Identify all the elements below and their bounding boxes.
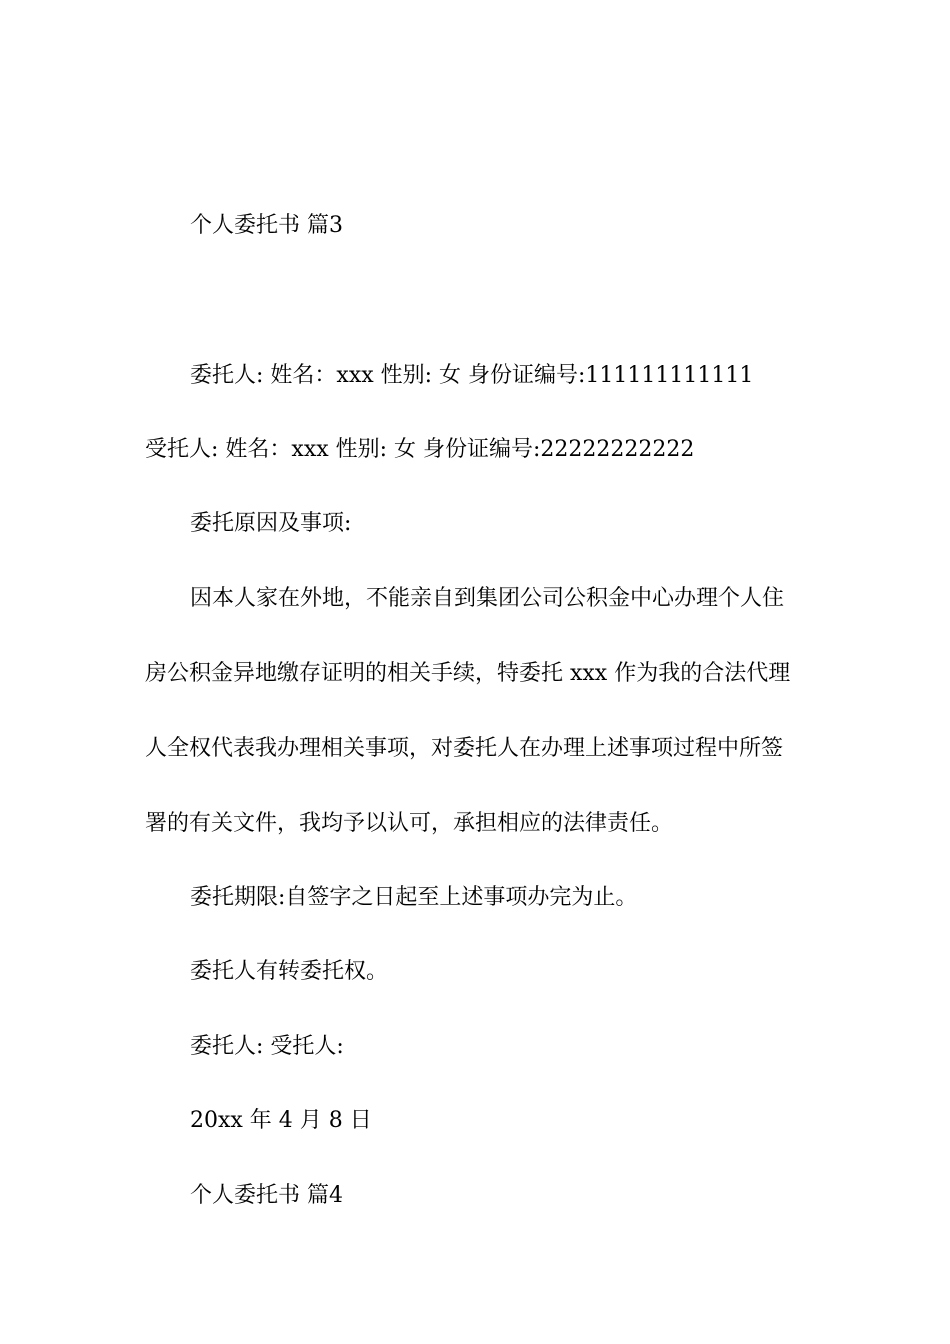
section-title-3: 个人委托书 篇3: [190, 213, 343, 238]
reason-paragraph-line-1: 因本人家在外地，不能亲自到集团公司公积金中心办理个人住: [190, 586, 785, 611]
agent-info-line: 受托人: 姓名：xxx 性别: 女 身份证编号:22222222222: [145, 437, 695, 462]
signature-line: 委托人: 受托人:: [190, 1034, 344, 1059]
date-line: 20xx 年 4 月 8 日: [190, 1108, 372, 1133]
term-line: 委托期限:自签字之日起至上述事项办完为止。: [190, 885, 638, 910]
principal-info-line: 委托人: 姓名：xxx 性别: 女 身份证编号:111111111111: [190, 363, 754, 388]
section-title-4: 个人委托书 篇4: [190, 1183, 343, 1208]
sub-delegation-line: 委托人有转委托权。: [190, 959, 389, 984]
reason-heading: 委托原因及事项:: [190, 511, 352, 536]
reason-paragraph-line-4: 署的有关文件，我均予以认可，承担相应的法律责任。: [145, 811, 674, 836]
reason-paragraph-line-2: 房公积金异地缴存证明的相关手续，特委托 xxx 作为我的合法代理: [145, 661, 791, 686]
reason-paragraph-line-3: 人全权代表我办理相关事项，对委托人在办理上述事项过程中所签: [145, 736, 784, 761]
